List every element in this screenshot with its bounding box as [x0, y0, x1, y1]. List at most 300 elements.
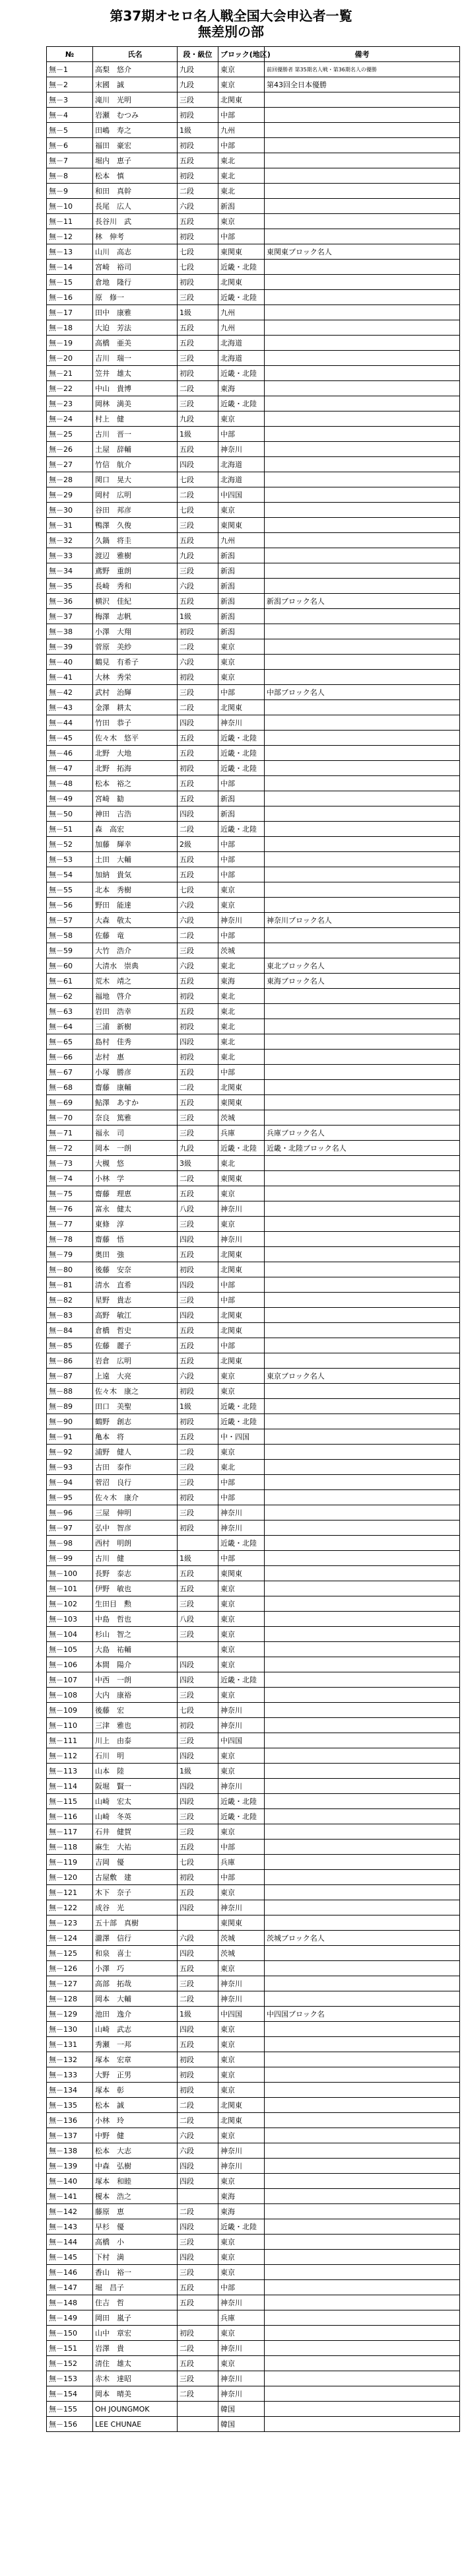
entrant-note	[265, 2386, 460, 2402]
entrant-block: 東北	[218, 184, 265, 199]
table-row	[47, 229, 460, 244]
entrant-block: 東海	[218, 381, 265, 396]
entrant-block: 東京	[218, 2326, 265, 2341]
entrant-block: 茨城	[218, 943, 265, 958]
entrant-name: 岩澤 貴	[93, 2341, 178, 2356]
table-row	[47, 2310, 460, 2326]
entry-number: 無－149	[47, 2310, 93, 2326]
table-row	[47, 867, 460, 882]
entrant-rank: 初段	[178, 138, 218, 153]
entry-number: 無－94	[47, 1475, 93, 1490]
table-row	[47, 2341, 460, 2356]
table-row	[47, 2128, 460, 2143]
entry-number: 無－81	[47, 1277, 93, 1293]
entrant-block: 神奈川	[218, 1779, 265, 1794]
entry-number: 無－41	[47, 670, 93, 685]
entrant-block: 神奈川	[218, 1521, 265, 1536]
table-row	[47, 533, 460, 548]
entrant-note	[265, 1186, 460, 1201]
entrant-block: 神奈川	[218, 1201, 265, 1217]
entrant-rank: 七段	[178, 1855, 218, 1870]
entrant-name: 鴨澤 久俊	[93, 518, 178, 533]
table-row	[47, 1718, 460, 1733]
entrant-note	[265, 1353, 460, 1369]
entrant-name: 山本 陸	[93, 1764, 178, 1779]
entrant-note	[265, 2417, 460, 2432]
entrant-rank: 四段	[178, 1034, 218, 1050]
entrant-block: 近畿・北陸	[218, 1809, 265, 1824]
entry-number: 無－117	[47, 1824, 93, 1840]
entrant-rank: 1級	[178, 2007, 218, 2022]
entrant-note	[265, 2143, 460, 2159]
table-row	[47, 1779, 460, 1794]
entry-number: 無－31	[47, 518, 93, 533]
entrant-note	[265, 2159, 460, 2174]
entrant-block: 神奈川	[218, 1991, 265, 2007]
table-row	[47, 123, 460, 138]
entrant-name: 島村 佳秀	[93, 1034, 178, 1050]
entrant-name: 土屋 辞輔	[93, 442, 178, 457]
header-note: 備考	[265, 47, 460, 62]
entrant-note	[265, 1915, 460, 1931]
entrant-name: 後藤 安奈	[93, 1262, 178, 1277]
entry-number: 無－148	[47, 2295, 93, 2310]
entrant-block: 東京	[218, 77, 265, 92]
entrant-block: 新潟	[218, 624, 265, 639]
entrant-rank: 四段	[178, 2219, 218, 2235]
entrant-block: 東京	[218, 1748, 265, 1764]
table-row	[47, 2022, 460, 2037]
entrant-block: 東北	[218, 153, 265, 168]
entry-number: 無－4	[47, 108, 93, 123]
table-row	[47, 2295, 460, 2310]
entrant-name: 菅沼 良行	[93, 1475, 178, 1490]
entry-number: 無－73	[47, 1156, 93, 1171]
entrant-rank: 初段	[178, 1384, 218, 1399]
entrant-note	[265, 928, 460, 943]
entrant-name: 福地 啓介	[93, 989, 178, 1004]
entrant-rank: 五段	[178, 2295, 218, 2310]
entrant-note	[265, 1900, 460, 1915]
entrant-name: 石川 明	[93, 1748, 178, 1764]
entrant-note	[265, 1764, 460, 1779]
entry-number: 無－136	[47, 2113, 93, 2128]
entrant-rank: 九段	[178, 548, 218, 563]
entrant-name: 瀧澤 信行	[93, 1931, 178, 1946]
entrant-block: 神奈川	[218, 715, 265, 731]
entrant-name: 塚本 彰	[93, 2083, 178, 2098]
entrant-name: 鮎澤 あすか	[93, 1095, 178, 1110]
table-row	[47, 472, 460, 487]
entrant-name: 梅澤 志帆	[93, 609, 178, 624]
entry-number: 無－141	[47, 2189, 93, 2204]
entrant-note	[265, 1232, 460, 1247]
entry-number: 無－122	[47, 1900, 93, 1915]
entrant-rank: 三段	[178, 943, 218, 958]
entrant-block: 東海	[218, 2204, 265, 2219]
table-row	[47, 913, 460, 928]
entrant-block: 中部	[218, 837, 265, 852]
entrant-name: 岩田 浩幸	[93, 1004, 178, 1019]
entry-number: 無－114	[47, 1779, 93, 1794]
entrant-note	[265, 336, 460, 351]
entrant-rank: 四段	[178, 1748, 218, 1764]
entrant-note	[265, 822, 460, 837]
entry-number: 無－5	[47, 123, 93, 138]
entrant-rank: 初段	[178, 275, 218, 290]
entrant-block: 東北	[218, 1034, 265, 1050]
entrant-block: 東関東	[218, 244, 265, 260]
table-row	[47, 579, 460, 594]
entrant-block: 神奈川	[218, 2371, 265, 2386]
entrant-name: 西村 明朗	[93, 1536, 178, 1551]
entrant-name: 和泉 喜士	[93, 1946, 178, 1961]
entry-number: 無－105	[47, 1642, 93, 1657]
entrant-note	[265, 472, 460, 487]
entrant-note	[265, 1277, 460, 1293]
entry-number: 無－99	[47, 1551, 93, 1566]
entrant-rank: 五段	[178, 791, 218, 806]
entrant-name: 高部 拓哉	[93, 1976, 178, 1991]
entrant-note	[265, 320, 460, 336]
table-row	[47, 1490, 460, 1505]
entrant-rank: 九段	[178, 1141, 218, 1156]
entrant-rank: 七段	[178, 260, 218, 275]
table-row	[47, 1338, 460, 1353]
entrant-rank: 二段	[178, 639, 218, 655]
entrant-name: 宮崎 勧	[93, 791, 178, 806]
entrant-block: 北関東	[218, 2113, 265, 2128]
entry-number: 無－69	[47, 1095, 93, 1110]
entrant-block: 中部	[218, 1475, 265, 1490]
entrant-name: 笠井 雄太	[93, 366, 178, 381]
entrant-block: 近畿・北陸	[218, 822, 265, 837]
entrant-rank: 1級	[178, 1764, 218, 1779]
entrant-rank: 四段	[178, 806, 218, 822]
entrant-note	[265, 381, 460, 396]
entrant-rank: 初段	[178, 1262, 218, 1277]
table-row	[47, 700, 460, 715]
entrant-note	[265, 1171, 460, 1186]
header-name: 氏名	[93, 47, 178, 62]
entrant-block: 東北	[218, 1019, 265, 1034]
entry-number: 無－62	[47, 989, 93, 1004]
entrant-rank: 三段	[178, 2371, 218, 2386]
entrant-name: 大竹 浩介	[93, 943, 178, 958]
table-row	[47, 1991, 460, 2007]
entrant-rank: 五段	[178, 2280, 218, 2295]
entrant-block: 中部	[218, 108, 265, 123]
entrant-block: 東京	[218, 2356, 265, 2371]
entrant-rank: 初段	[178, 761, 218, 776]
entrant-name: 堀内 恵子	[93, 153, 178, 168]
table-row	[47, 958, 460, 974]
entrant-block: 東京	[218, 62, 265, 77]
entrant-block: 神奈川	[218, 2295, 265, 2310]
entry-number: 無－56	[47, 898, 93, 913]
entrant-name: 上遠 大亮	[93, 1369, 178, 1384]
entrant-name: 麻生 大祐	[93, 1840, 178, 1855]
entrant-block: 中部	[218, 1551, 265, 1566]
entrant-name: 川上 由泰	[93, 1733, 178, 1748]
entrant-rank: 三段	[178, 1688, 218, 1703]
entrant-block: 韓国	[218, 2417, 265, 2432]
entrant-note	[265, 2356, 460, 2371]
entrant-rank: 三段	[178, 1809, 218, 1824]
table-row	[47, 2113, 460, 2128]
entrant-name: 長尾 広人	[93, 199, 178, 214]
entrant-note	[265, 1855, 460, 1870]
entrant-rank: 六段	[178, 958, 218, 974]
entrant-name: 秀瀬 一邦	[93, 2037, 178, 2052]
entry-number: 無－14	[47, 260, 93, 275]
table-row	[47, 1080, 460, 1095]
table-row	[47, 1976, 460, 1991]
entrant-rank: 二段	[178, 1445, 218, 1460]
entry-number: 無－10	[47, 199, 93, 214]
entry-number: 無－155	[47, 2402, 93, 2417]
entrant-block: 北関東	[218, 1353, 265, 1369]
table-row	[47, 411, 460, 427]
entry-number: 無－50	[47, 806, 93, 822]
entrant-name: 伊野 敏也	[93, 1581, 178, 1596]
table-header-row	[47, 47, 460, 62]
entrant-block: 新潟	[218, 609, 265, 624]
entrant-note	[265, 2067, 460, 2083]
entrant-block: 北関東	[218, 92, 265, 108]
entrant-rank: 三段	[178, 2265, 218, 2280]
entrant-name: 齋藤 康輔	[93, 1080, 178, 1095]
entrant-block: 東京	[218, 1961, 265, 1976]
entrant-note	[265, 1779, 460, 1794]
table-row	[47, 1703, 460, 1718]
table-row	[47, 1353, 460, 1369]
entrant-block: 東京	[218, 1824, 265, 1840]
entrant-rank: 六段	[178, 2128, 218, 2143]
entrant-name: 本間 陽介	[93, 1657, 178, 1672]
header-rank: 段・級位	[178, 47, 218, 62]
entrant-note	[265, 715, 460, 731]
entrant-rank: 1級	[178, 123, 218, 138]
entrant-note	[265, 1733, 460, 1748]
entrant-name: 榎本 浩之	[93, 2189, 178, 2204]
entrant-name: 志村 惠	[93, 1050, 178, 1065]
entry-number: 無－146	[47, 2265, 93, 2280]
entrant-note	[265, 776, 460, 791]
entrant-block: 東京	[218, 898, 265, 913]
entrant-note	[265, 1657, 460, 1672]
entry-number: 無－89	[47, 1399, 93, 1414]
entrant-rank: 五段	[178, 320, 218, 336]
entrant-note	[265, 518, 460, 533]
entrant-note	[265, 2174, 460, 2189]
entrant-note	[265, 1748, 460, 1764]
entrant-block: 中部	[218, 1065, 265, 1080]
entrant-note	[265, 2250, 460, 2265]
entrant-name: 長谷川 武	[93, 214, 178, 229]
entrant-block: 近畿・北陸	[218, 1672, 265, 1688]
entrant-block: 神奈川	[218, 1718, 265, 1733]
table-row	[47, 1308, 460, 1323]
entry-number: 無－86	[47, 1353, 93, 1369]
entrant-block: 中部	[218, 229, 265, 244]
table-row	[47, 275, 460, 290]
entry-number: 無－134	[47, 2083, 93, 2098]
entrant-note	[265, 1870, 460, 1885]
entry-number: 無－96	[47, 1505, 93, 1521]
entry-number: 無－60	[47, 958, 93, 974]
entry-number: 無－142	[47, 2204, 93, 2219]
entry-number: 無－35	[47, 579, 93, 594]
entrant-block: 北関東	[218, 275, 265, 290]
entrant-rank: 二段	[178, 1171, 218, 1186]
entry-number: 無－92	[47, 1445, 93, 1460]
entry-number: 無－21	[47, 366, 93, 381]
entrant-note	[265, 260, 460, 275]
entrant-note	[265, 2037, 460, 2052]
entrant-name: 生田目 勲	[93, 1596, 178, 1612]
entrant-block: 北関東	[218, 1262, 265, 1277]
entry-number: 無－70	[47, 1110, 93, 1126]
entrant-block: 東京	[218, 2250, 265, 2265]
table-row	[47, 336, 460, 351]
table-row	[47, 670, 460, 685]
table-row	[47, 685, 460, 700]
entry-number: 無－151	[47, 2341, 93, 2356]
entry-number: 無－79	[47, 1247, 93, 1262]
entrant-note	[265, 1004, 460, 1019]
entry-number: 無－17	[47, 305, 93, 320]
entry-number: 無－46	[47, 746, 93, 761]
entrant-block: 近畿・北陸	[218, 1399, 265, 1414]
entrant-block: 東北	[218, 958, 265, 974]
entry-number: 無－124	[47, 1931, 93, 1946]
entrant-name: 大迫 芳法	[93, 320, 178, 336]
entrant-block: 近畿・北陸	[218, 366, 265, 381]
entrant-name: 山川 高志	[93, 244, 178, 260]
entrant-note: 神奈川ブロック名人	[265, 913, 460, 928]
entrant-block: 北海道	[218, 457, 265, 472]
entrant-rank: 三段	[178, 351, 218, 366]
entrant-note	[265, 2098, 460, 2113]
entrant-name: 松本 大志	[93, 2143, 178, 2159]
table-row	[47, 2235, 460, 2250]
entrant-block: 九州	[218, 533, 265, 548]
entrant-rank: 初段	[178, 1050, 218, 1065]
entrant-block: 近畿・北陸	[218, 290, 265, 305]
entrant-name: 福永 司	[93, 1126, 178, 1141]
entrant-note	[265, 168, 460, 184]
entry-number: 無－131	[47, 2037, 93, 2052]
entry-number: 無－71	[47, 1126, 93, 1141]
entrant-note	[265, 563, 460, 579]
entrant-note	[265, 2189, 460, 2204]
table-row	[47, 503, 460, 518]
entry-number: 無－27	[47, 457, 93, 472]
entrant-rank: 四段	[178, 1779, 218, 1794]
entrant-rank: 五段	[178, 1186, 218, 1201]
entrant-name: 荒木 靖之	[93, 974, 178, 989]
entrant-name: 堀 昌子	[93, 2280, 178, 2295]
entrant-note	[265, 1429, 460, 1445]
table-row	[47, 1050, 460, 1065]
entrant-name: 関口 晃大	[93, 472, 178, 487]
entrant-note	[265, 1976, 460, 1991]
entrant-note	[265, 882, 460, 898]
entrant-rank: 四段	[178, 1672, 218, 1688]
entrant-note	[265, 1642, 460, 1657]
entrant-note	[265, 2341, 460, 2356]
table-row	[47, 244, 460, 260]
table-row	[47, 1688, 460, 1703]
entrant-rank: 八段	[178, 1201, 218, 1217]
entrant-rank	[178, 2310, 218, 2326]
entry-number: 無－87	[47, 1369, 93, 1384]
entrant-name: 武村 治輝	[93, 685, 178, 700]
entry-number: 無－90	[47, 1414, 93, 1429]
entrant-name: 岡本 大輔	[93, 1991, 178, 2007]
entrant-table	[46, 46, 460, 2432]
table-row	[47, 1870, 460, 1885]
entry-number: 無－156	[47, 2417, 93, 2432]
header-block: ブロック(地区)	[218, 47, 265, 62]
entrant-rank: 三段	[178, 2235, 218, 2250]
entrant-rank: 五段	[178, 776, 218, 791]
table-row	[47, 1247, 460, 1262]
entrant-note	[265, 1110, 460, 1126]
entrant-block: 東関東	[218, 1095, 265, 1110]
entrant-name: 中森 弘樹	[93, 2159, 178, 2174]
entrant-rank: 二段	[178, 1991, 218, 2007]
entry-number: 無－145	[47, 2250, 93, 2265]
entrant-rank: 初段	[178, 2052, 218, 2067]
entrant-block: 近畿・北陸	[218, 260, 265, 275]
entrant-name: 中野 健	[93, 2128, 178, 2143]
entrant-block: 東北	[218, 1156, 265, 1171]
table-row	[47, 1809, 460, 1824]
entrant-rank: 三段	[178, 1293, 218, 1308]
entrant-block: 東京	[218, 1885, 265, 1900]
table-row	[47, 1323, 460, 1338]
entrant-block: 近畿・北陸	[218, 1536, 265, 1551]
entrant-rank: 初段	[178, 168, 218, 184]
entrant-note	[265, 1262, 460, 1277]
table-row	[47, 518, 460, 533]
entrant-note	[265, 989, 460, 1004]
entrant-name: 佐々木 康之	[93, 1384, 178, 1399]
entrant-rank: 四段	[178, 1232, 218, 1247]
table-row	[47, 2280, 460, 2295]
table-row	[47, 1596, 460, 1612]
table-row	[47, 655, 460, 670]
table-row	[47, 2189, 460, 2204]
entrant-note	[265, 1946, 460, 1961]
entrant-block: 東京	[218, 2022, 265, 2037]
entrant-block: 北関東	[218, 1247, 265, 1262]
entrant-note	[265, 1384, 460, 1399]
entrant-name: 林 伸考	[93, 229, 178, 244]
entrant-name: LEE CHUNAE	[93, 2417, 178, 2432]
entrant-name: 松本 慎	[93, 168, 178, 184]
entrant-note	[265, 123, 460, 138]
entrant-note	[265, 275, 460, 290]
entrant-block: 近畿・北陸	[218, 1794, 265, 1809]
entrant-rank: 初段	[178, 108, 218, 123]
entrant-rank: 三段	[178, 1505, 218, 1521]
entrant-note	[265, 1338, 460, 1353]
entrant-rank: 1級	[178, 1551, 218, 1566]
entry-number: 無－42	[47, 685, 93, 700]
